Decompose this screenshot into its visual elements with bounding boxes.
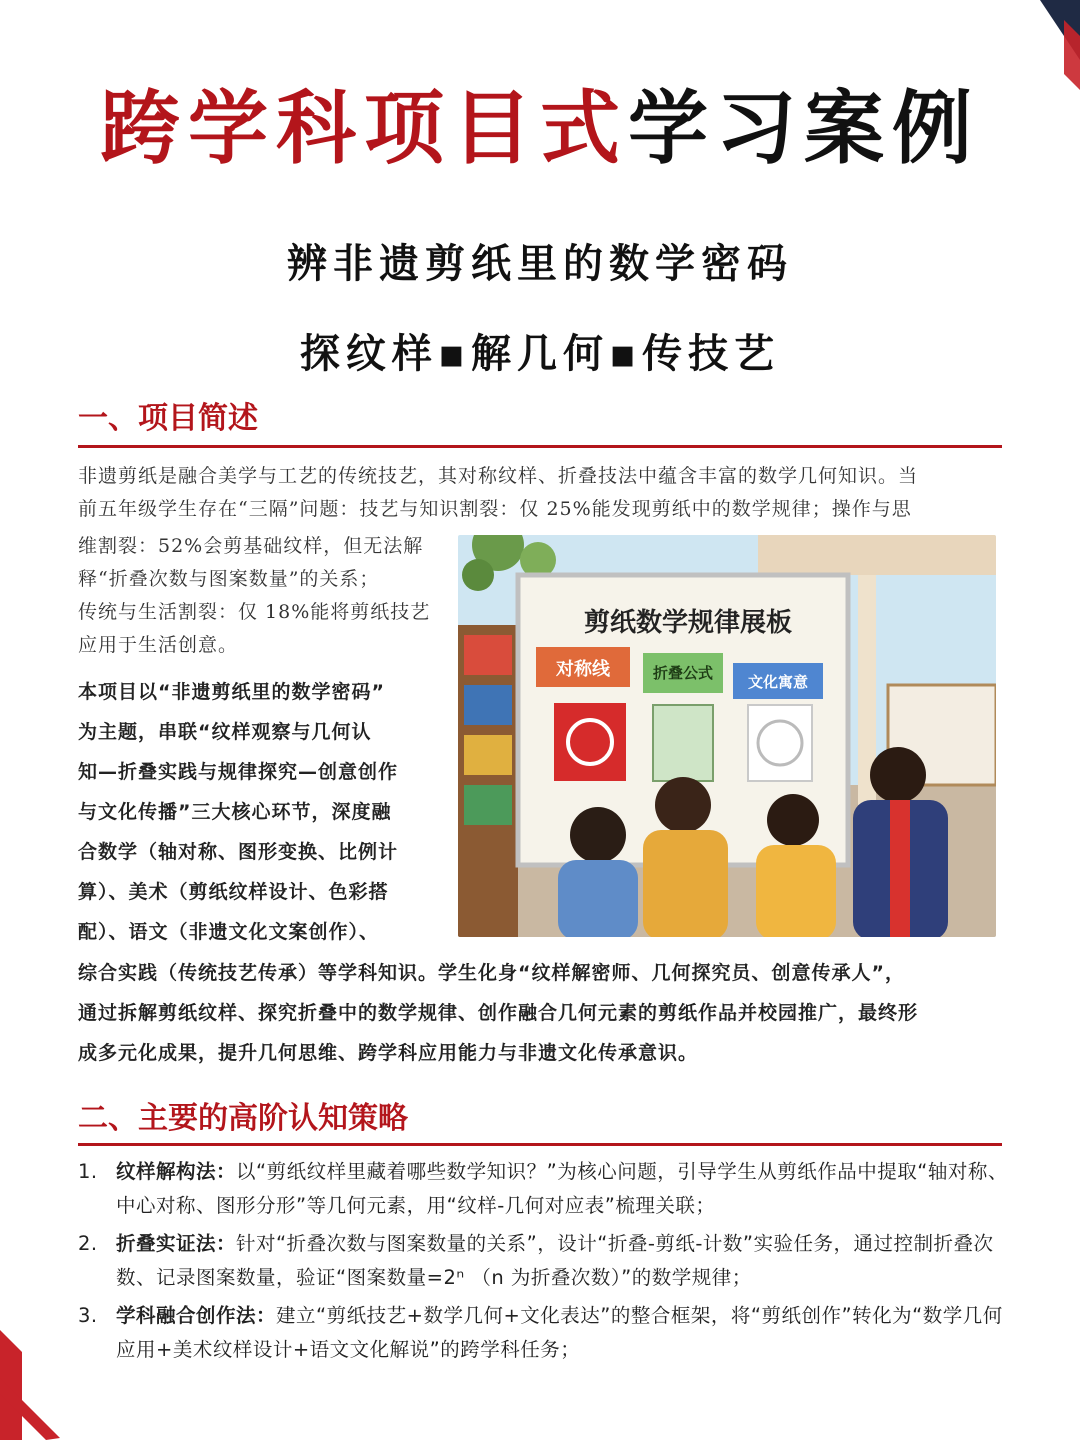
- subtitle-tagline: 探纹样▪解几何▪传技艺: [299, 330, 781, 377]
- page-title: [0, 78, 1080, 178]
- item-text: 以“剪纸纹样里藏着哪些数学知识？”为核心问题，引导学生从剪纸作品中提取“轴对称、中心对称、图形分形”等几何元素，用“纹样-几何对应表”梳理关联；: [116, 1160, 1008, 1217]
- board-tab-folding: 折叠公式: [652, 664, 713, 682]
- item-number: 2.: [78, 1232, 98, 1255]
- intro-line: 释“折叠次数与图案数量”的关系；: [78, 568, 380, 590]
- body-line: 合数学（轴对称、图形变换、比例计: [78, 841, 399, 863]
- subtitle-topic: 辨非遗剪纸里的数学密码: [287, 240, 793, 287]
- body-line: 综合实践（传统技艺传承）等学科知识。学生化身“纹样解密师、几何探究员、创意传承人”，: [78, 962, 905, 984]
- strategy-list: [78, 1155, 1008, 1371]
- item-number: 1.: [78, 1160, 98, 1183]
- classroom-illustration: [458, 535, 996, 937]
- section-divider: [78, 445, 1002, 448]
- title-black-part: 学习案例: [628, 81, 980, 175]
- intro-line: 传统与生活割裂：仅 18%能将剪纸技艺: [78, 601, 431, 623]
- body-line: 通过拆解剪纸纹样、探究折叠中的数学规律、创作融合几何元素的剪纸作品并校园推广，最终形: [78, 1002, 919, 1024]
- item-text: 针对“折叠次数与图案数量的关系”，设计“折叠-剪纸-计数”实验任务，通过控制折叠次数、记录图案数量，验证“图案数量=2ⁿ （n 为折叠次数）”的数学规律；: [116, 1232, 994, 1289]
- intro-line: 前五年级学生存在“三隔”问题：技艺与知识割裂：仅 25%能发现剪纸中的数学规律；操作与思: [78, 498, 912, 520]
- list-item: [78, 1155, 1008, 1223]
- section-heading-overview: 一、项目简述: [78, 401, 258, 436]
- item-text: 建立“剪纸技艺+数学几何+文化表达”的整合框架，将“剪纸创作”转化为“数学几何应用+美术纹样设计+语文文化解说”的跨学科任务；: [116, 1304, 1003, 1361]
- body-line: 知—折叠实践与规律探究—创意创作: [78, 761, 399, 783]
- list-item: [78, 1299, 1008, 1367]
- board-tab-symmetry: 对称线: [556, 659, 610, 680]
- board-title: 剪纸数学规律展板: [583, 608, 792, 638]
- body-line: 本项目以“非遗剪纸里的数学密码”: [78, 681, 385, 703]
- item-heading: 学科融合创作法：: [116, 1304, 277, 1327]
- body-line: 为主题，串联“纹样观察与几何认: [78, 721, 372, 743]
- body-line: 成多元化成果，提升几何思维、跨学科应用能力与非遗文化传承意识。: [78, 1042, 699, 1064]
- corner-decoration-top-right: [1020, 0, 1080, 90]
- intro-line: 非遗剪纸是融合美学与工艺的传统技艺，其对称纹样、折叠技法中蕴含丰富的数学几何知识。当: [78, 465, 919, 487]
- body-line: 与文化传播”三大核心环节，深度融: [78, 801, 392, 823]
- section-heading-strategies: 二、主要的高阶认知策略: [78, 1101, 408, 1136]
- body-line: 配）、语文（非遗文化文案创作）、: [78, 921, 380, 943]
- list-item: [78, 1227, 1008, 1295]
- board-tab-culture: 文化寓意: [747, 673, 808, 691]
- title-red-part: 跨学科项目式: [100, 81, 628, 175]
- item-number: 3.: [78, 1304, 98, 1327]
- item-heading: 折叠实证法：: [116, 1232, 237, 1255]
- intro-line: 应用于生活创意。: [78, 634, 239, 656]
- item-heading: 纹样解构法：: [116, 1160, 237, 1183]
- body-line: 算）、美术（剪纸纹样设计、色彩搭: [78, 881, 389, 903]
- intro-line: 维割裂：52%会剪基础纹样，但无法解: [78, 535, 424, 557]
- section-divider: [78, 1143, 1002, 1146]
